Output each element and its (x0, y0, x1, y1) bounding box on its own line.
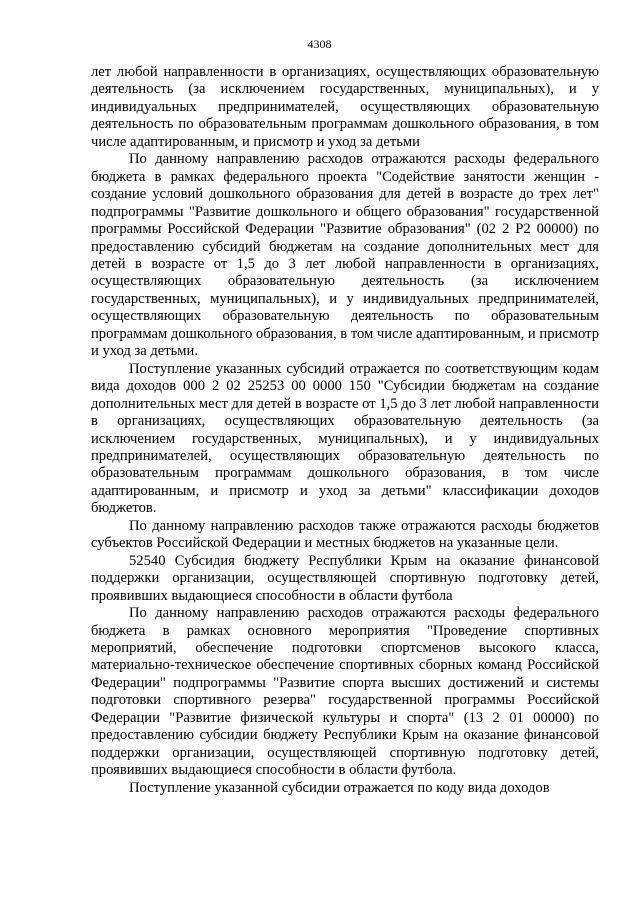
paragraph-regional-expenses: По данному направлению расходов также отражаются расходы бюджетов субъектов Российской Федерации и местных бюджетов на указанные цели. (91, 517, 599, 552)
document-body (91, 64, 599, 797)
paragraph-subsidy-income-code-start: Поступление указанной субсидии отражается по коду вида доходов (129, 779, 550, 796)
paragraph-sport-program-expenses: По данному направлению расходов отражаются расходы федерального бюджета в рамках основного мероприятия "Проведение спортивных мероприятий, обеспечение подготовки спортсменов высокого класса, материально-техническое обеспечение спортивных сборных команд Российской Федерации" подпрограммы "Развитие спорта высших достижений и системы подготовки спортивного резерва" государственной программы Российской Федерации "Развитие физической культуры и спорта" (13 2 01 00000) по предоставлению субсидии бюджету Республики Крым на оказание финансовой поддержки организации, осуществляющей спортивную подготовку детей, проявивших выдающиеся способности в области футбола. (91, 605, 599, 779)
paragraph-crimea-subsidy-heading: 52540 Субсидия бюджету Республики Крым на оказание финансовой поддержки организации, осуществляющей спортивную подготовку детей, проявивших выдающиеся способности в области футбола (91, 552, 599, 604)
page-number: 4308 (307, 37, 332, 51)
paragraph-continuation: лет любой направленности в организациях, осуществляющих образовательную деятельность (за исключением государственных, муниципальных), и у индивидуальных предпринимателей, осуществляющих образовательную деятельность по образовательным программам дошкольного образования, в том числе адаптированным, и присмотр и уход за детьми (91, 64, 599, 150)
paragraph-subsidy-income-codes: Поступление указанных субсидий отражается по соответствующим кодам вида доходов 000 2 02 25253 00 0000 150 "Субсидии бюджетам на создание дополнительных мест для детей в возрасте от 1,5 до 3 лет любой направленности в организациях, осуществляющих образовательную деятельность (за исключением государственных, муниципальных), и у индивидуальных предпринимателей, осуществляющих образовательную деятельность по образовательным программам дошкольного образования, в том числе адаптированным, и присмотр и уход за детьми" классификации доходов бюджетов. (91, 360, 599, 517)
paragraph-federal-project-expenses: По данному направлению расходов отражаются расходы федерального бюджета в рамках федерального проекта "Содействие занятости женщин - создание условий дошкольного образования для детей в возрасте до трех лет" подпрограммы "Развитие дошкольного и общего образования" государственной программы Российской Федерации "Развитие образования" (02 2 P2 00000) по предоставлению субсидий бюджетам на создание дополнительных мест для детей в возрасте от 1,5 до 3 лет любой направленности в организациях, осуществляющих образовательную деятельность (за исключением государственных, муниципальных), и у индивидуальных предпринимателей, осуществляющих образовательную деятельность по образовательным программам дошкольного образования, в том числе адаптированным, и присмотр и уход за детьми. (91, 151, 599, 360)
